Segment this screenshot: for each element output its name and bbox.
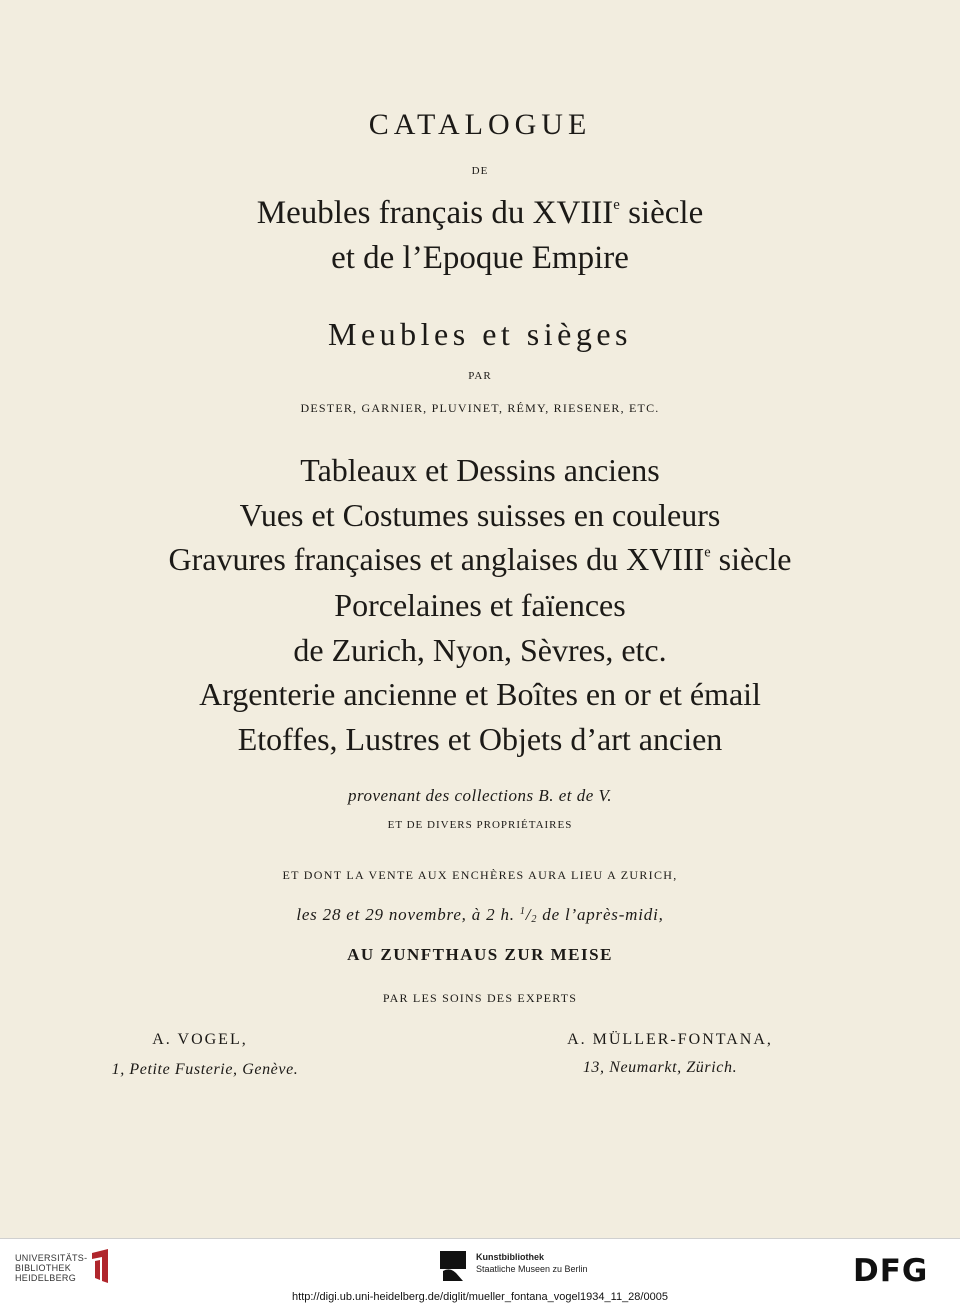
expert-vogel-address: 1, Petite Fusterie, Genève.: [111, 1061, 299, 1078]
university-line-3: HEIDELBERG: [15, 1273, 77, 1283]
university-line-1: UNIVERSITÄTS-: [15, 1253, 88, 1263]
expert-muller-name: A. MÜLLER-FONTANA,: [567, 1031, 773, 1048]
digitization-footer: [0, 1238, 960, 1305]
meubles-heading-line2: et de l’Epoque Empire: [331, 240, 629, 276]
sieges-heading: Meubles et sièges: [328, 316, 632, 352]
experts-intro: PAR LES SOINS DES EXPERTS: [382, 991, 578, 1005]
fraction-numerator: 1: [519, 905, 526, 917]
university-library-label: [15, 1253, 87, 1283]
item-gravures: [0, 543, 960, 575]
meubles-heading-line1: [0, 197, 960, 230]
venue-line: AU ZUNFTHAUS ZUR MEISE: [347, 945, 613, 964]
divers-line: ET DE DIVERS PROPRIÉTAIRES: [387, 819, 573, 831]
item-etoffes: Etoffes, Lustres et Objets d’art ancien: [237, 721, 723, 757]
meubles-text: Meubles français du XVIII: [256, 195, 614, 231]
expert-muller-address: 13, Neumarkt, Zürich.: [582, 1059, 738, 1076]
kunstbibliothek-subtitle: Staatliche Museen zu Berlin: [476, 1264, 588, 1274]
dfg-logo: DFG: [853, 1253, 929, 1289]
item-vues: Vues et Costumes suisses en couleurs: [239, 497, 721, 533]
kunstbibliothek-title: Kunstbibliothek: [476, 1252, 544, 1262]
dates-suffix: de l’après-midi,: [537, 905, 664, 924]
siecle-text: siècle: [619, 195, 704, 231]
kunstbibliothek-logo-icon: [440, 1251, 466, 1281]
expert-vogel-name: A. VOGEL,: [152, 1031, 248, 1048]
provenance-line: provenant des collections B. et de V.: [348, 786, 612, 805]
item-zurich: de Zurich, Nyon, Sèvres, etc.: [293, 632, 667, 668]
university-logo-icon: [88, 1247, 114, 1285]
gravures-text: Gravures françaises et anglaises du XVIII: [168, 541, 705, 577]
vente-line: ET DONT LA VENTE AUX ENCHÈRES AURA LIEU A ZURICH,: [282, 868, 678, 882]
century-superscript: e: [613, 196, 620, 213]
item-tableaux: Tableaux et Dessins anciens: [300, 452, 660, 488]
dates-line: [0, 905, 960, 926]
item-porcelaines: Porcelaines et faïences: [334, 587, 626, 623]
par-label: PAR: [468, 370, 492, 382]
century-superscript: e: [704, 544, 711, 561]
de-label: DE: [471, 165, 489, 177]
dates-text: les 28 et 29 novembre, à 2 h.: [296, 905, 520, 924]
university-line-2: BIBLIOTHEK: [15, 1263, 72, 1273]
siecle-text: siècle: [710, 541, 792, 577]
catalogue-title: CATALOGUE: [368, 108, 592, 141]
source-url-link[interactable]: http://digi.ub.uni-heidelberg.de/diglit/mueller_fontana_vogel1934_11_28/0005: [292, 1291, 668, 1303]
item-argenterie: Argenterie ancienne et Boîtes en or et émail: [199, 676, 761, 712]
fraction-denominator: 2: [531, 914, 538, 926]
makers-list: DESTER, GARNIER, PLUVINET, RÉMY, RIESENER, ETC.: [300, 401, 660, 415]
fraction-separator: /: [525, 905, 532, 924]
kunstbibliothek-label: [476, 1251, 588, 1275]
